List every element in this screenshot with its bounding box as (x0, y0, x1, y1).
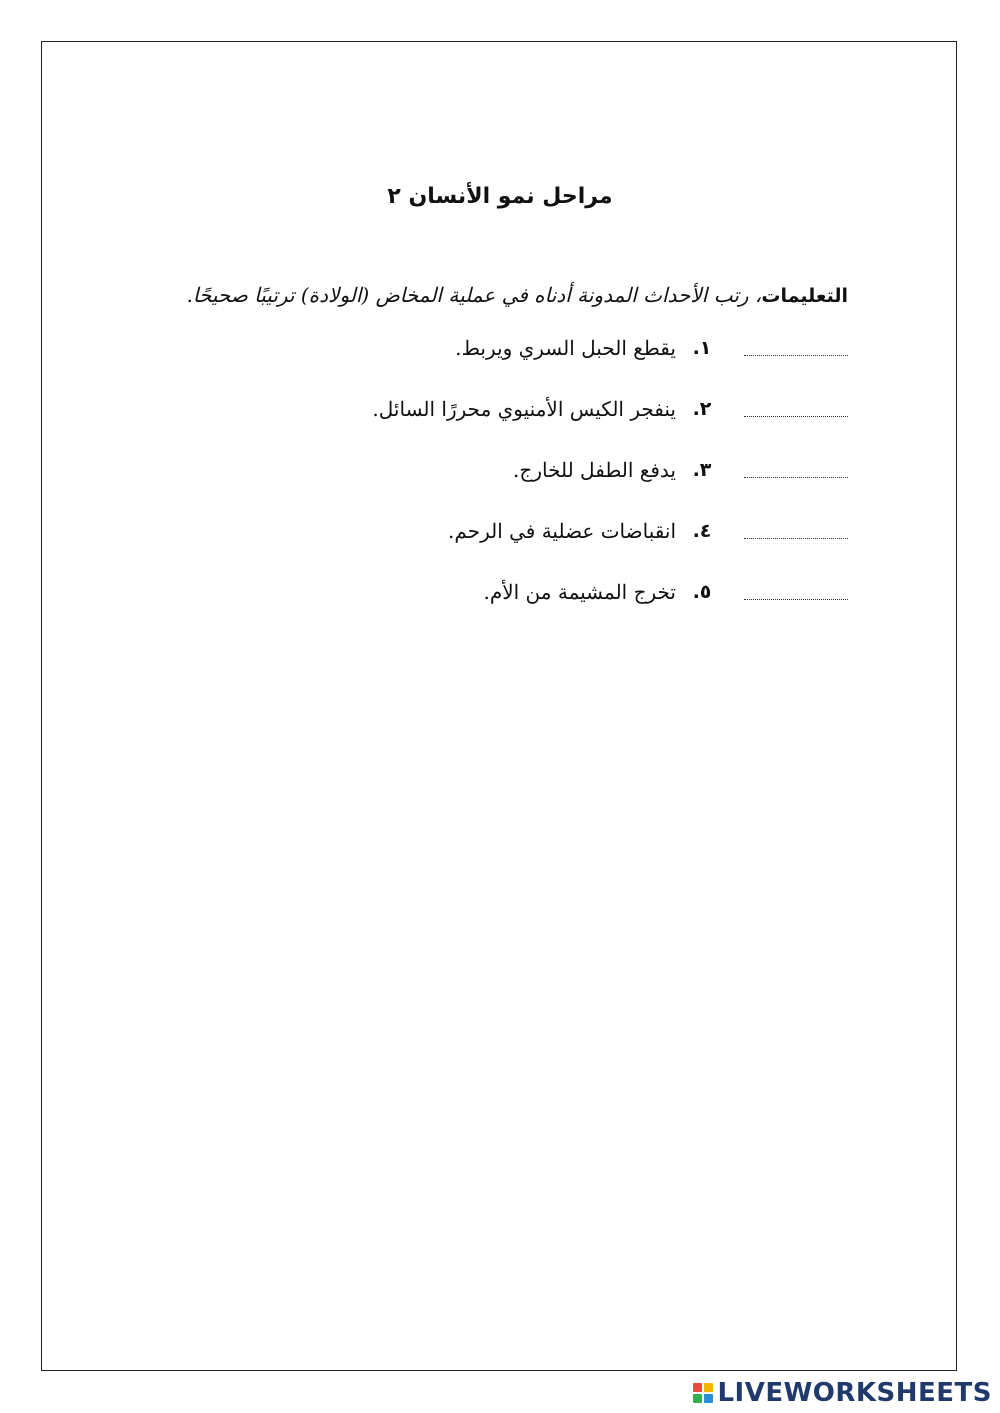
item-text: انقباضات عضلية في الرحم. (448, 519, 676, 543)
logo-square-green (693, 1394, 702, 1403)
item-text: يقطع الحبل السري ويربط. (455, 336, 676, 360)
logo-square-red (693, 1383, 702, 1392)
list-item (348, 392, 848, 426)
instructions (188, 280, 848, 311)
list-item (348, 453, 848, 487)
item-number: ٢. (692, 398, 712, 420)
list-item (348, 331, 848, 365)
answer-blank[interactable] (744, 341, 848, 356)
list-item (348, 575, 848, 609)
page-frame (41, 41, 957, 1371)
item-text: يدفع الطفل للخارج. (513, 458, 676, 482)
answer-blank[interactable] (744, 402, 848, 417)
item-text: تخرج المشيمة من الأم. (483, 580, 676, 604)
answer-blank[interactable] (744, 585, 848, 600)
item-text: ينفجر الكيس الأمنيوي محررًا السائل. (372, 397, 676, 421)
instructions-text: ، رتب الأحداث المدونة أدناه في عملية المخاض (الولادة) ترتيبًا صحيحًا. (186, 283, 762, 307)
brand-name: LIVEWORKSHEETS (717, 1378, 992, 1408)
page-title: مراحل نمو الأنسان ٢ (387, 184, 613, 209)
item-number: ٥. (692, 581, 712, 603)
item-number: ٣. (692, 459, 712, 481)
logo-square-blue (704, 1394, 713, 1403)
list-item (348, 514, 848, 548)
item-number: ٤. (692, 520, 712, 542)
answer-blank[interactable] (744, 463, 848, 478)
liveworksheets-logo-icon (693, 1383, 713, 1403)
logo-square-yellow (704, 1383, 713, 1392)
footer-logo[interactable] (693, 1376, 992, 1410)
answer-blank[interactable] (744, 524, 848, 539)
item-number: ١. (692, 337, 712, 359)
instructions-label: التعليمات (761, 285, 848, 307)
